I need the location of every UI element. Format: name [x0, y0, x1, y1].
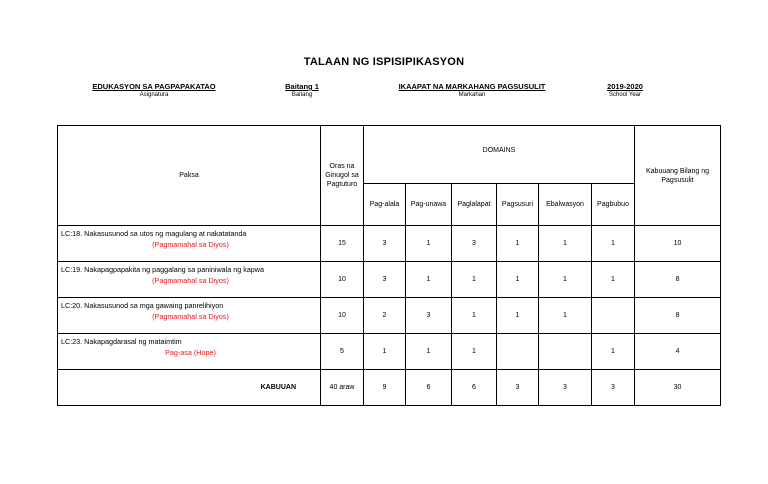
- paksa-cell: [58, 262, 321, 298]
- total-cell: 8: [635, 298, 721, 334]
- page-title: TALAAN NG ISPISIPIKASYON: [303, 56, 465, 68]
- markahan-value: IKAAPAT NA MARKAHANG PAGSUSULIT: [398, 82, 546, 91]
- domain-cell: 1: [497, 226, 539, 262]
- oras-cell: 10: [321, 298, 364, 334]
- domain-col-header: Pagsusuri: [497, 184, 539, 226]
- markahan-label: Markahan: [458, 92, 486, 98]
- lc-text: LC:19. Nakapagpapakita ng paggalang sa paniniwala ng kapwa: [61, 265, 264, 274]
- oras-cell: 10: [321, 262, 364, 298]
- paksa-header: Paksa: [58, 126, 321, 226]
- domain-col-header: Paglalapat: [452, 184, 497, 226]
- lc-text: LC:18. Nakasusunod sa utos ng magulang at nakatatanda: [61, 229, 247, 238]
- asignatura-value: EDUKASYON SA PAGPAPAKATAO: [92, 82, 216, 91]
- kabuuan-cell: 6: [452, 370, 497, 406]
- domain-cell: 3: [364, 262, 406, 298]
- kabuuang-bilang-header: Kabuuang Bilang ng Pagsusulit: [635, 126, 721, 226]
- asignatura-label: Asignatura: [139, 92, 169, 98]
- domain-cell: 2: [364, 298, 406, 334]
- school-year-value: 2019-2020: [607, 82, 643, 91]
- domain-cell: [497, 334, 539, 370]
- oras-cell: 15: [321, 226, 364, 262]
- domain-cell: 1: [592, 262, 635, 298]
- domain-cell: 1: [406, 334, 452, 370]
- paksa-cell: [58, 334, 321, 370]
- domain-col-header: Pagbubuo: [592, 184, 635, 226]
- lc-subtitle: (Pagmamahal sa Diyos): [152, 240, 229, 249]
- domain-cell: [592, 298, 635, 334]
- school-year-label: School Year: [608, 92, 642, 98]
- paksa-cell: [58, 226, 321, 262]
- domain-cell: 1: [592, 226, 635, 262]
- domain-cell: 3: [406, 298, 452, 334]
- paksa-cell: [58, 298, 321, 334]
- kabuuan-cell: 6: [406, 370, 452, 406]
- lc-subtitle: (Pagmamahal sa Diyos): [152, 276, 229, 285]
- domain-cell: 3: [364, 226, 406, 262]
- kabuuan-row: [58, 370, 721, 406]
- kabuuan-cell: 9: [364, 370, 406, 406]
- domain-cell: 1: [497, 298, 539, 334]
- specification-table: [57, 125, 721, 406]
- domain-cell: 1: [452, 262, 497, 298]
- kabuuan-cell: 3: [539, 370, 592, 406]
- kabuuan-oras: 40 araw: [321, 370, 364, 406]
- domain-col-header: Ebalwasyon: [539, 184, 592, 226]
- table-row: [58, 226, 721, 262]
- meta-school-year: [590, 82, 660, 98]
- domain-cell: 3: [452, 226, 497, 262]
- domain-cell: 1: [452, 334, 497, 370]
- domain-cell: 1: [539, 226, 592, 262]
- domain-cell: [539, 334, 592, 370]
- domain-col-header: Pag-unawa: [406, 184, 452, 226]
- lc-text: LC:23. Nakapagdarasal ng mataimtim: [61, 337, 182, 346]
- baitang-value: Baitang 1: [285, 82, 319, 91]
- lc-subtitle: (Pagmamahal sa Diyos): [152, 312, 229, 321]
- kabuuan-cell: 3: [497, 370, 539, 406]
- domain-col-header: Pag-alala: [364, 184, 406, 226]
- table-row: [58, 298, 721, 334]
- kabuuan-total: 30: [635, 370, 721, 406]
- domain-cell: 1: [592, 334, 635, 370]
- meta-markahan: [392, 82, 552, 98]
- domains-header: DOMAINS: [364, 126, 635, 184]
- domain-cell: 1: [539, 298, 592, 334]
- baitang-label: Baitang: [291, 92, 313, 98]
- total-cell: 10: [635, 226, 721, 262]
- domain-cell: 1: [406, 226, 452, 262]
- domain-cell: 1: [497, 262, 539, 298]
- lc-subtitle: Pag-asa (Hope): [165, 348, 216, 357]
- kabuuan-label: KABUUAN: [58, 370, 321, 406]
- oras-header: Oras na Ginugol sa Pagtuturo: [321, 126, 364, 226]
- domain-cell: 1: [406, 262, 452, 298]
- total-cell: 8: [635, 262, 721, 298]
- total-cell: 4: [635, 334, 721, 370]
- domain-cell: 1: [364, 334, 406, 370]
- meta-baitang: [272, 82, 332, 98]
- oras-cell: 5: [321, 334, 364, 370]
- domain-cell: 1: [539, 262, 592, 298]
- table-row: [58, 262, 721, 298]
- meta-asignatura: [84, 82, 224, 98]
- lc-text: LC:20. Nakasusunod sa mga gawaing panrelihiyon: [61, 301, 224, 310]
- kabuuan-cell: 3: [592, 370, 635, 406]
- domain-cell: 1: [452, 298, 497, 334]
- table-row: [58, 334, 721, 370]
